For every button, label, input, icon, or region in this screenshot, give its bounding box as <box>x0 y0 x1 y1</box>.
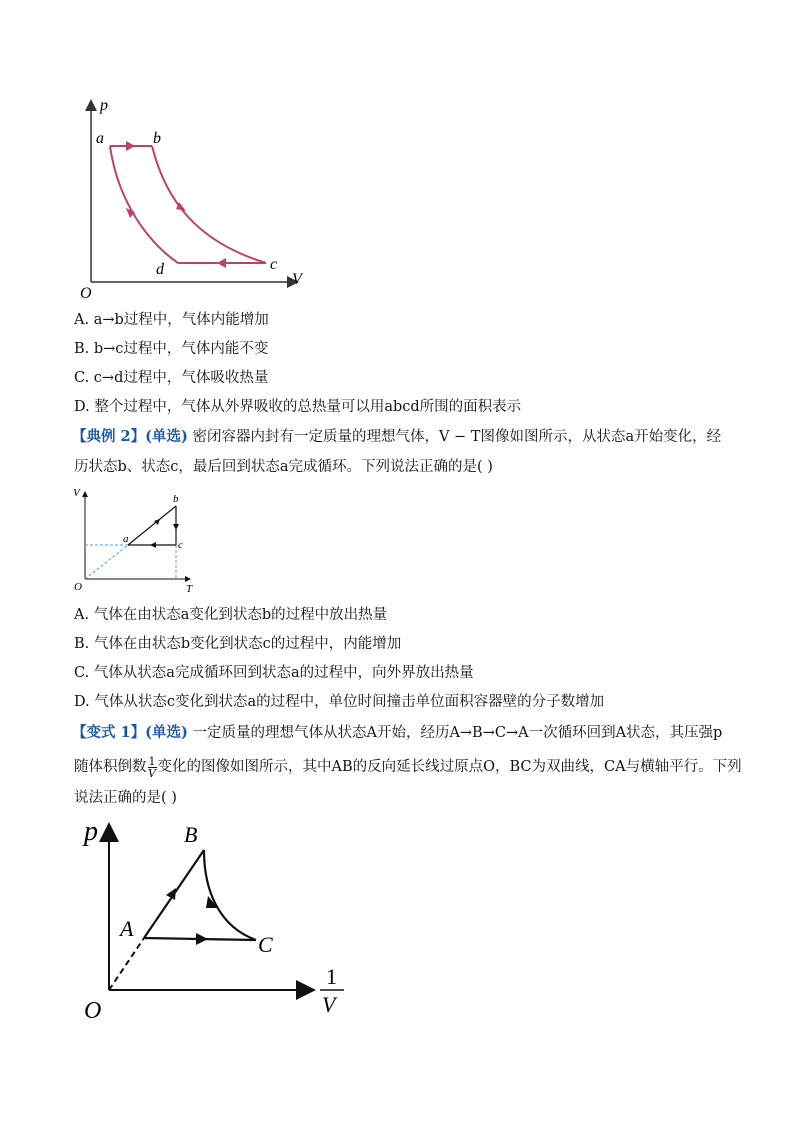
fraction-numerator: 1 <box>148 754 156 768</box>
q2-option-d: D. 气体从状态c变化到状态a的过程中，单位时间撞击单位面积容器壁的分子数增加 <box>74 694 605 710</box>
process-bc-3 <box>204 850 256 940</box>
fraction-denominator: V <box>148 766 156 780</box>
arrow-bc-2 <box>173 524 179 530</box>
label-v-2: V <box>73 487 80 499</box>
arrow-cd <box>217 258 226 268</box>
variant1-stem-line3: 说法正确的是( ) <box>74 790 177 806</box>
q2-option-c: C. 气体从状态a完成循环回到状态a的过程中，向外界放出热量 <box>74 665 474 681</box>
example2-stem-line2: 历状态b、状态c，最后回到状态a完成循环。下列说法正确的是( ) <box>74 459 493 475</box>
variant1-text-1: 一定质量的理想气体从状态A开始，经历A→B→C→A一次循环回到A状态，其压强p <box>192 725 723 741</box>
arrow-ab-2 <box>154 519 160 525</box>
label-c-2: c <box>178 539 183 551</box>
label-b: b <box>153 130 161 147</box>
q1-option-c: C. c→d过程中，气体吸收热量 <box>74 370 269 386</box>
variant1-text-2a: 随体积倒数 <box>74 759 147 775</box>
q2-option-b: B. 气体在由状态b变化到状态c的过程中，内能增加 <box>74 636 402 652</box>
variant1-text-2b: 变化的图像如图所示，其中AB的反向延长线过原点O，BC为双曲线，CA与横轴平行。下列 <box>157 759 742 775</box>
q1-option-d: D. 整个过程中，气体从外界吸收的总热量可以用abcd所围的面积表示 <box>74 399 522 415</box>
label-v: V <box>292 271 302 288</box>
variant1-stem-line1 <box>72 723 722 743</box>
process-ab-2 <box>128 506 176 545</box>
process-bc <box>152 146 266 263</box>
label-b-2: b <box>173 493 179 505</box>
label-p: p <box>100 97 108 114</box>
dashed-origin-a <box>85 545 128 579</box>
q1-option-b: B. b→c过程中，气体内能不变 <box>74 341 269 357</box>
label-o-3: O <box>84 998 102 1022</box>
vt-cycle-diagram <box>70 484 200 596</box>
example2-tag: 【典例 2】(单选) <box>72 428 188 445</box>
arrow-ab <box>126 141 135 151</box>
label-x-num-3: 1 <box>326 964 337 989</box>
p-invv-cycle-diagram <box>80 812 370 1022</box>
label-o-2: O <box>74 581 82 593</box>
q1-option-a: A. a→b过程中，气体内能增加 <box>74 312 269 328</box>
label-b-3: B <box>184 822 198 847</box>
variant1-stem-line2 <box>74 754 742 780</box>
label-t-2: T <box>186 583 193 595</box>
label-o: O <box>80 285 92 302</box>
example2-stem-line1 <box>72 427 721 447</box>
example2-text-1: 密闭容器内封有一定质量的理想气体，V − T图像如图所示，从状态a开始变化，经 <box>192 429 722 445</box>
label-a: a <box>96 130 104 147</box>
arrow-ca-2 <box>150 542 156 548</box>
pv-cycle-diagram <box>78 92 318 302</box>
label-c-3: C <box>258 932 273 957</box>
label-a-3: A <box>120 916 134 941</box>
label-d: d <box>156 261 164 278</box>
variant1-fraction <box>148 756 157 779</box>
label-p-3: p <box>84 816 98 847</box>
label-a-2: a <box>123 533 129 545</box>
variant1-tag: 【变式 1】(单选) <box>72 724 188 741</box>
label-x-den-3: V <box>322 992 336 1017</box>
q2-option-a: A. 气体在由状态a变化到状态b的过程中放出热量 <box>74 607 388 623</box>
process-da <box>110 146 178 263</box>
arrow-ca-3 <box>196 933 208 945</box>
label-c: c <box>270 256 278 273</box>
dashed-ab-extension <box>109 938 144 990</box>
